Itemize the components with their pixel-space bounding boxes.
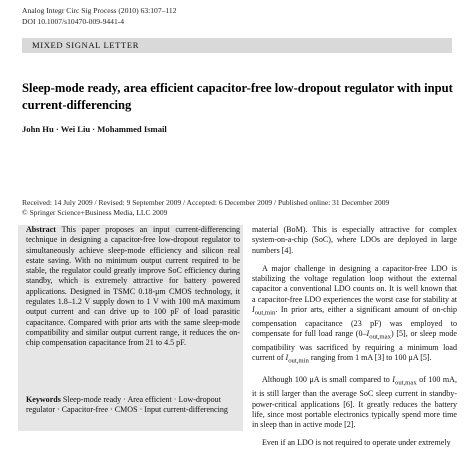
abstract-text — [26, 225, 240, 349]
current-subscript: out,max — [394, 380, 417, 387]
current-symbol: I — [285, 353, 289, 363]
current-symbol: I — [366, 329, 370, 339]
current-subscript: out,min — [288, 358, 309, 366]
paragraph-text: of 100 mA, it is still larger than the average SoC sleep current in standby-power-critical applications [6]. It greatly reduces the battery life, since most portable electronics typically spend more time in sleep than in active mode [2]. — [252, 375, 457, 430]
current-symbol: I — [252, 305, 255, 315]
body-paragraph-4: Even if an LDO is not required to operate under extremely — [262, 438, 451, 448]
keywords-label: Keywords — [26, 395, 61, 404]
current-symbol: I — [392, 375, 395, 385]
current-subscript: out,min — [254, 309, 276, 317]
body-paragraph-3 — [252, 375, 457, 430]
paragraph-text: ) [5], or sleep mode compatibility was sacrificed by requiring a minimum load current of — [252, 329, 457, 363]
section-label: MIXED SIGNAL LETTER — [32, 40, 140, 50]
doi-link[interactable]: DOI 10.1007/s10470-009-9441-4 — [22, 17, 125, 26]
paragraph-text: A major challenge in designing a capacitor-free LDO is stabilizing the voltage regulation loop without the external capacitor a conventional LDO counts on. It is well known that a capacitor-free LDO experiences the worst case for stability at — [252, 263, 457, 304]
copyright-notice: © Springer Science+Business Media, LLC 2009 — [22, 208, 168, 217]
section-banner — [22, 38, 452, 53]
body-paragraph-1: material (BoM). This is especially attractive for complex system-on-a-chip (SoC), where LDOs are deployed in large numbers [4]. — [252, 225, 457, 255]
body-paragraph-2 — [252, 264, 457, 368]
journal-citation: Analog Integr Circ Sig Process (2010) 63:107–112 — [22, 6, 177, 15]
paragraph-text: ranging from 1 mA [3] to 100 μA [5]. — [308, 353, 432, 363]
abstract-label: Abstract — [26, 225, 56, 234]
paragraph-text: Although 100 μA is small compared to — [262, 375, 393, 385]
author-list: John Hu · Wei Liu · Mohammed Ismail — [22, 124, 167, 134]
paragraph-text: . In prior arts, either a significant amount of on-chip compensation capacitance (23 pF) was employed to compensate for full load range (0– — [252, 305, 457, 339]
keywords-block — [26, 395, 240, 416]
abstract-box — [18, 225, 243, 431]
keywords-list: Sleep-mode ready · Area efficient · Low-dropout regulator · Capacitor-free · CMOS · Input current-differencing — [26, 395, 228, 415]
abstract-body: This paper proposes an input current-differencing technique in designing a capacitor-free low-dropout regulator to simultaneously achieve sleep-mode efficiency and silicon real estate saving. With no minimum output current required to be stable, the regulator could greatly improve SoC efficiency during standby, which is extremely attractive for battery powered applications. Designed in TSMC 0.18-μm CMOS technology, it regulates 1.8–1.2 V supply down to 1 V with 100 mA maximum output current and can drive up to 100 pF of load parasitic capacitance. Compared with prior arts with the same sleep-mode compatibility and similar output current range, it reduces the on-chip compensation capacitance from 21 to 4.5 pF. — [26, 225, 240, 348]
body-column — [252, 225, 457, 449]
current-subscript: out,max — [369, 333, 391, 341]
received-dates: Received: 14 July 2009 / Revised: 9 September 2009 / Accepted: 6 December 2009 / Published online: 31 December 2009 — [22, 198, 390, 207]
paper-title: Sleep-mode ready, area efficient capacitor-free low-dropout regulator with input current-differencing — [22, 81, 453, 112]
